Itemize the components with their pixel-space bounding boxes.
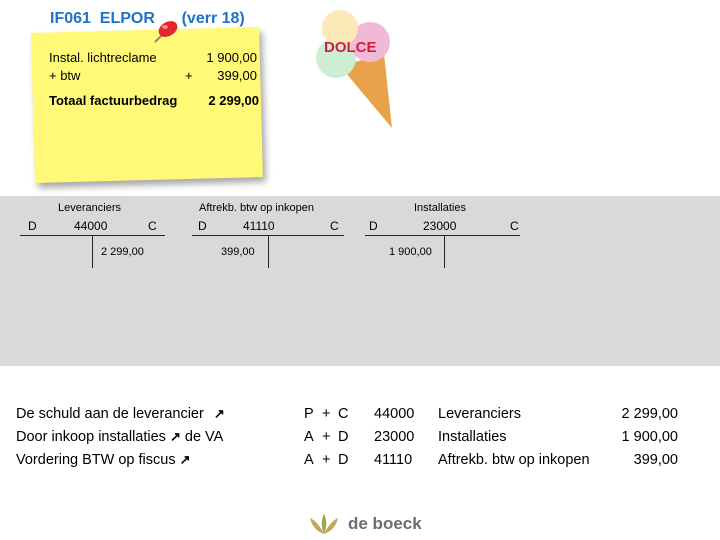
t-account-amount: 399,00 [221,246,255,258]
arrow-up-right-icon: ↗ [179,452,191,467]
logo-text: de boeck [348,514,422,533]
t-account-credit: C [148,219,157,233]
journal-description: De schuld aan de leverancier ↗ [16,406,225,422]
journal-side: D [338,452,349,468]
journal-type: A [304,429,314,445]
t-account-debit: D [28,219,37,233]
journal-type: A [304,452,314,468]
pushpin-icon [145,16,185,48]
exercise-code: IF061 ELPOR [50,10,155,27]
t-account-credit: C [510,219,519,233]
t-account-vline [444,235,445,268]
arrow-up-right-icon: ↗ [213,406,225,421]
t-account-amount: 1 900,00 [389,246,432,258]
journal-amount: 399,00 [633,452,678,468]
journal-account-name: Installaties [438,429,507,445]
journal-side: C [338,406,349,422]
leaf-logo-icon [306,512,342,536]
note-line-btw: + btw + 399,00 [49,68,257,83]
journal-amount: 1 900,00 [621,429,678,445]
journal-account-name: Aftrekb. btw op inkopen [438,452,590,468]
svg-text:DOLCE: DOLCE [324,39,377,56]
t-account-credit: C [330,219,339,233]
t-account-debit: D [198,219,207,233]
t-accounts-panel [0,196,720,366]
t-account-vline [268,235,269,268]
exercise-version: (verr 18) [181,10,245,27]
de-boeck-logo [306,512,422,536]
t-account-number: 23000 [423,219,457,233]
icecream-illustration [314,8,396,132]
arrow-up-right-icon: ↗ [169,429,181,444]
t-account-hline [365,235,520,236]
journal-op: + [322,452,331,468]
note-line-total: Totaal factuurbedrag 2 299,00 [49,93,259,108]
t-account-amount: 2 299,00 [101,246,144,258]
t-account-debit: D [369,219,378,233]
journal-op: + [322,406,331,422]
t-account-number: 44000 [74,219,108,233]
journal-account-name: Leveranciers [438,406,522,422]
journal-description: Vordering BTW op fiscus ↗ [16,452,191,468]
t-account-title: Aftrekb. btw op inkopen [199,202,314,214]
journal-description: Door inkoop installaties ↗ de VA [16,429,224,445]
t-account-number: 41110 [243,219,275,233]
t-account-title: Installaties [414,202,466,214]
journal-side: D [338,429,349,445]
t-account-vline [92,235,93,268]
journal-account-number: 23000 [374,429,415,445]
journal-amount: 2 299,00 [621,406,678,422]
journal-op: + [322,429,331,445]
journal-type: P [304,406,314,422]
t-account-title: Leveranciers [58,202,121,214]
journal-account-number: 41110 [374,452,413,468]
note-line-lichtreclame: Instal. lichtreclame 1 900,00 [49,50,257,65]
journal-account-number: 44000 [374,406,415,422]
